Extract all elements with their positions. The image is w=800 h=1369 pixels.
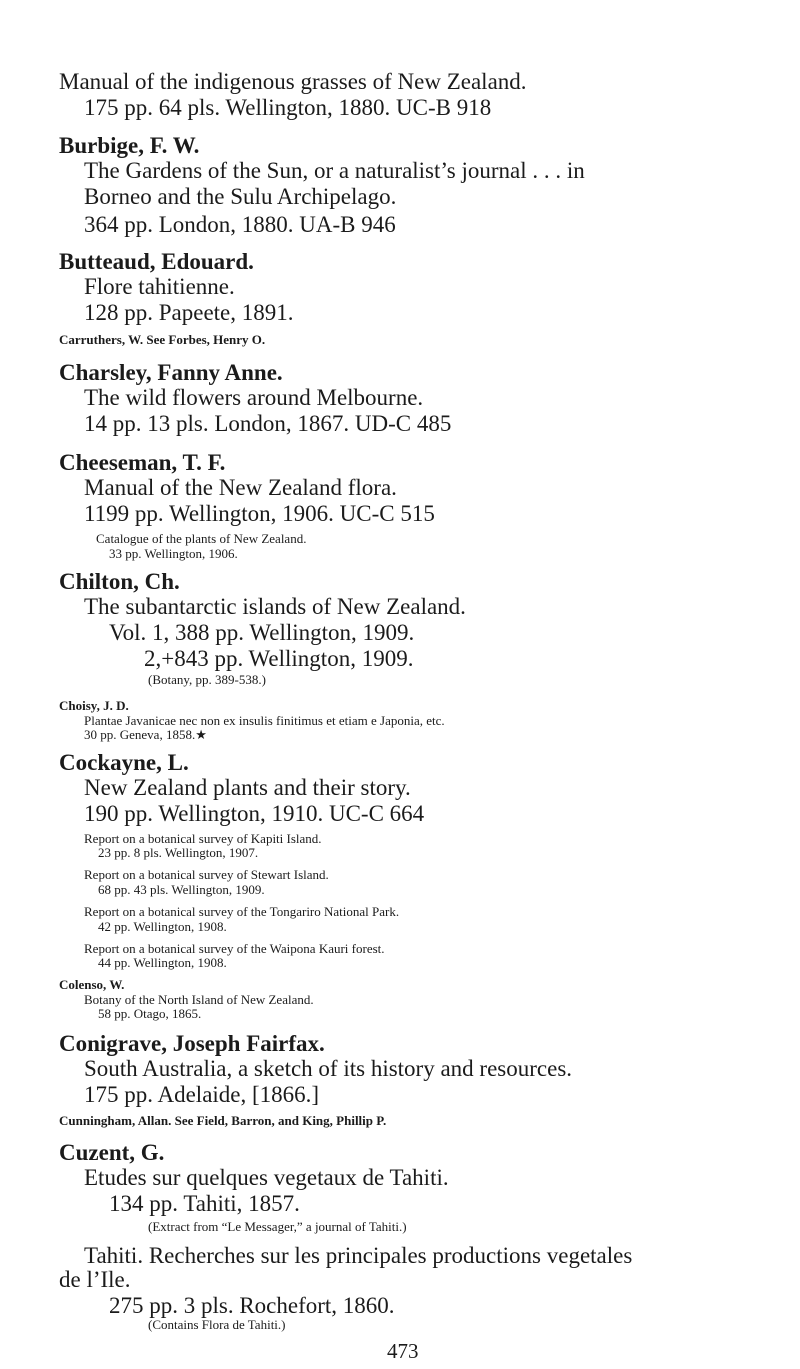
entry-title-line: The subantarctic islands of New Zealand. [84, 594, 466, 619]
entry-imprint-line: 1199 pp. Wellington, 1906. UC-C 515 [84, 501, 435, 526]
entry-title-line: Flore tahitienne. [84, 274, 235, 299]
author-heading: Cheeseman, T. F. [59, 450, 226, 475]
entry-imprint-line: 364 pp. London, 1880. UA-B 946 [84, 212, 396, 237]
entry-title-line: Tahiti. Recherches sur les principales productions vegetales [84, 1243, 633, 1268]
author-heading: Conigrave, Joseph Fairfax. [59, 1031, 325, 1056]
sub-entry-title: Botany of the North Island of New Zealand. [84, 992, 314, 1007]
cross-reference: Carruthers, W. See Forbes, Henry O. [59, 332, 266, 347]
sub-entry-title: Report on a botanical survey of Stewart Island. [84, 867, 329, 882]
author-heading: Butteaud, Edouard. [59, 249, 254, 274]
entry-title-line: The Gardens of the Sun, or a naturalist’s journal . . . in [84, 158, 585, 183]
entry-title-line: Manual of the New Zealand flora. [84, 475, 397, 500]
sub-entry-imprint: 23 pp. 8 pls. Wellington, 1907. [98, 845, 259, 860]
sub-entry-title: Report on a botanical survey of Kapiti Island. [84, 831, 322, 846]
author-heading: Choisy, J. D. [59, 698, 129, 713]
entry-imprint-line: 134 pp. Tahiti, 1857. [109, 1191, 300, 1216]
entry-note: (Contains Flora de Tahiti.) [148, 1317, 286, 1332]
sub-entry-title: Report on a botanical survey of the Tongariro National Park. [84, 904, 400, 919]
sub-entry-imprint: 30 pp. Geneva, 1858.★ [84, 727, 207, 742]
sub-entry-title: Catalogue of the plants of New Zealand. [96, 531, 307, 546]
entry-imprint-line: 175 pp. Adelaide, [1866.] [84, 1082, 320, 1107]
sub-entry-imprint: 33 pp. Wellington, 1906. [109, 546, 238, 561]
entry-note: (Botany, pp. 389-538.) [148, 672, 266, 687]
entry-imprint-line: 175 pp. 64 pls. Wellington, 1880. UC-B 918 [84, 95, 492, 120]
entry-title-line: de l’Ile. [59, 1267, 131, 1292]
entry-imprint-line: Vol. 1, 388 pp. Wellington, 1909. [109, 620, 415, 645]
entry-title-line: South Australia, a sketch of its history and resources. [84, 1056, 573, 1081]
entry-note: (Extract from “Le Messager,” a journal of Tahiti.) [148, 1219, 407, 1234]
entry-title-line: Manual of the indigenous grasses of New Zealand. [59, 69, 527, 94]
sub-entry-imprint: 42 pp. Wellington, 1908. [98, 919, 227, 934]
entry-imprint-line: 275 pp. 3 pls. Rochefort, 1860. [109, 1293, 395, 1318]
entry-title-line: Borneo and the Sulu Archipelago. [84, 184, 397, 209]
entry-imprint-line: 128 pp. Papeete, 1891. [84, 300, 294, 325]
entry-title-line: Etudes sur quelques vegetaux de Tahiti. [84, 1165, 449, 1190]
sub-entry-imprint: 68 pp. 43 pls. Wellington, 1909. [98, 882, 265, 897]
cross-reference: Cunningham, Allan. See Field, Barron, and King, Phillip P. [59, 1113, 387, 1128]
entry-imprint-line: 2,+843 pp. Wellington, 1909. [144, 646, 414, 671]
author-heading: Burbige, F. W. [59, 133, 200, 158]
sub-entry-title: Plantae Javanicae nec non ex insulis finitimus et etiam e Japonia, etc. [84, 713, 445, 728]
sub-entry-imprint: 44 pp. Wellington, 1908. [98, 955, 227, 970]
entry-imprint-line: 190 pp. Wellington, 1910. UC-C 664 [84, 801, 425, 826]
author-heading: Charsley, Fanny Anne. [59, 360, 283, 385]
sub-entry-title: Report on a botanical survey of the Waipona Kauri forest. [84, 941, 385, 956]
author-heading: Chilton, Ch. [59, 569, 180, 594]
author-heading: Cockayne, L. [59, 750, 189, 775]
author-heading: Cuzent, G. [59, 1140, 165, 1165]
sub-entry-imprint: 58 pp. Otago, 1865. [98, 1006, 202, 1021]
entry-title-line: New Zealand plants and their story. [84, 775, 411, 800]
author-heading: Colenso, W. [59, 977, 125, 992]
entry-imprint-line: 14 pp. 13 pls. London, 1867. UD-C 485 [84, 411, 452, 436]
entry-title-line: The wild flowers around Melbourne. [84, 385, 424, 410]
page-number: 473 [387, 1339, 419, 1363]
